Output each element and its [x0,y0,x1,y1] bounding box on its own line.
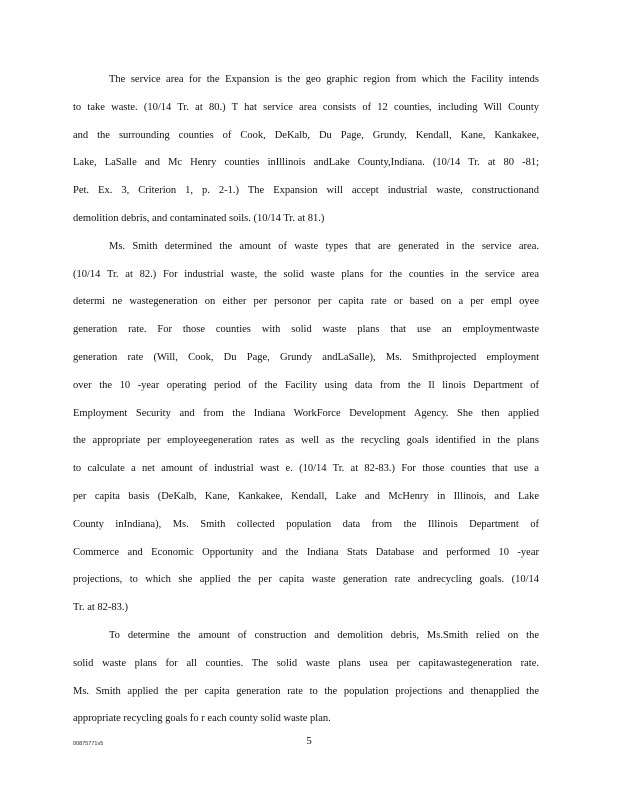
text-line: Pet. Ex. 3, Criterion 1, p. 2-1.) The Expansion will accept industrial waste, constructionand [73,185,539,197]
text-line: the appropriate per employeegeneration rates as well as the recycling goals identified in the plans [73,435,539,447]
text-line: The service area for the Expansion is the geo graphic region from which the Facility intends [109,74,539,85]
text-line: appropriate recycling goals fo r each county solid waste plan. [73,713,331,725]
text-line: to calculate a net amount of industrial wast e. (10/14 Tr. at 82-83.) For those counties that use a [73,463,539,475]
text-line: Tr. at 82-83.) [73,602,129,614]
text-line: generation rate. For those counties with solid waste plans that use an employmentwaste [73,324,539,336]
text-line: demolition debris, and contaminated soils. (10/14 Tr. at 81.) [73,212,325,224]
text-line: and the surrounding counties of Cook, DeKalb, Du Page, Grundy, Kendall, Kane, Kankakee, [73,129,539,141]
text-line: Employment Security and from the Indiana WorkForce Development Agency. She then applied [73,407,539,419]
text-line: determi ne wastegeneration on either per personor per capita rate or based on a per empl oyee [73,296,539,308]
text-line: over the 10 -year operating period of the Facility using data from the Il linois Department of [73,379,539,391]
text-line: to take waste. (10/14 Tr. at 80.) T hat service area consists of 12 counties, including Will County [73,101,539,113]
text-line: (10/14 Tr. at 82.) For industrial waste, the solid waste plans for the counties in the service area [73,268,539,280]
text-line: per capita basis (DeKalb, Kane, Kankakee, Kendall, Lake and McHenry in Illinois, and Lake [73,490,539,502]
text-line: projections, to which she applied the per capita waste generation rate andrecycling goals. (10/14 [73,574,539,586]
paragraph-service-area [73,66,539,233]
document-id: 00875771v5 [73,741,104,747]
text-line: To determine the amount of construction and demolition debris, Ms.Smith relied on the [109,629,539,641]
text-line: Ms. Smith determined the amount of waste types that are generated in the service area. [109,240,539,252]
paragraph-industrial-waste [73,233,539,622]
paragraph-construction-debris [73,622,539,733]
text-line: Ms. Smith applied the per capita generation rate to the population projections and thenapplied the [73,685,539,697]
document-body [73,66,539,733]
page-number: 5 [306,735,312,747]
text-line: Commerce and Economic Opportunity and the Indiana Stats Database and performed 10 -year [73,546,539,558]
text-line: County inIndiana), Ms. Smith collected population data from the Illinois Department of [73,518,539,530]
text-line: generation rate (Will, Cook, Du Page, Grundy andLaSalle), Ms. Smithprojected employment [73,351,539,363]
text-line: solid waste plans for all counties. The solid waste plans usea per capitawastegeneration rate. [73,657,539,669]
text-line: Lake, LaSalle and Mc Henry counties inIllinois andLake County,Indiana. (10/14 Tr. at 80 -81; [73,157,539,169]
